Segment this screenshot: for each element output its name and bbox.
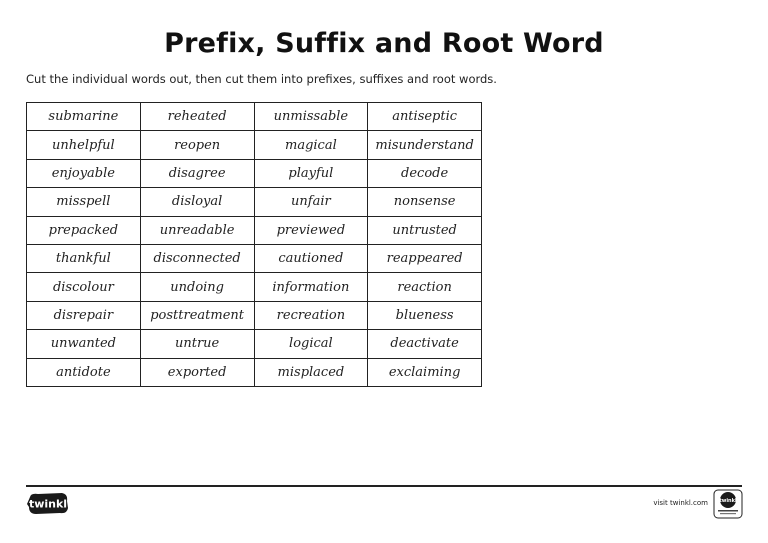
word-cell: disloyal (140, 188, 254, 216)
word-cell: untrue (140, 330, 254, 358)
word-cell: misspell (27, 188, 141, 216)
footer-divider (26, 485, 742, 487)
badge-text: twinkl (719, 497, 737, 504)
word-cell: discolour (27, 273, 141, 301)
word-cell: recreation (254, 301, 368, 329)
word-cell: exclaiming (368, 358, 482, 386)
word-cell: unfair (254, 188, 368, 216)
word-cell: decode (368, 159, 482, 187)
word-cell: posttreatment (140, 301, 254, 329)
word-cell: misunderstand (368, 131, 482, 159)
table-row (27, 131, 482, 159)
word-cell: unmissable (254, 103, 368, 131)
word-cell: antiseptic (368, 103, 482, 131)
page-title: Prefix, Suffix and Root Word (164, 28, 604, 59)
word-cell: playful (254, 159, 368, 187)
table-row (27, 273, 482, 301)
word-cell: deactivate (368, 330, 482, 358)
word-cell: undoing (140, 273, 254, 301)
word-cell: reheated (140, 103, 254, 131)
word-cell: unwanted (27, 330, 141, 358)
word-cell: antidote (27, 358, 141, 386)
table-row (27, 358, 482, 386)
word-cell: enjoyable (27, 159, 141, 187)
instructions-text: Cut the individual words out, then cut them into prefixes, suffixes and root words. (26, 72, 497, 86)
word-cell: disconnected (140, 244, 254, 272)
word-cell: exported (140, 358, 254, 386)
word-table (26, 102, 482, 387)
word-cell: reaction (368, 273, 482, 301)
word-cell: blueness (368, 301, 482, 329)
table-row (27, 159, 482, 187)
word-cell: information (254, 273, 368, 301)
word-cell: thankful (27, 244, 141, 272)
logo-text: twinkl (28, 497, 68, 511)
word-cell: nonsense (368, 188, 482, 216)
visit-link[interactable]: visit twinkl.com (653, 499, 708, 507)
word-cell: unhelpful (27, 131, 141, 159)
quality-badge-icon (713, 489, 743, 519)
word-cell: previewed (254, 216, 368, 244)
word-cell: disrepair (27, 301, 141, 329)
twinkl-logo-icon[interactable] (26, 492, 70, 516)
word-cell: cautioned (254, 244, 368, 272)
word-cell: unreadable (140, 216, 254, 244)
table-row (27, 301, 482, 329)
word-cell: logical (254, 330, 368, 358)
word-cell: untrusted (368, 216, 482, 244)
word-cell: reopen (140, 131, 254, 159)
table-row (27, 188, 482, 216)
word-cell: magical (254, 131, 368, 159)
table-row (27, 103, 482, 131)
word-cell: disagree (140, 159, 254, 187)
table-row (27, 244, 482, 272)
word-cell: submarine (27, 103, 141, 131)
word-cell: misplaced (254, 358, 368, 386)
table-row (27, 330, 482, 358)
table-row (27, 216, 482, 244)
word-cell: reappeared (368, 244, 482, 272)
word-cell: prepacked (27, 216, 141, 244)
